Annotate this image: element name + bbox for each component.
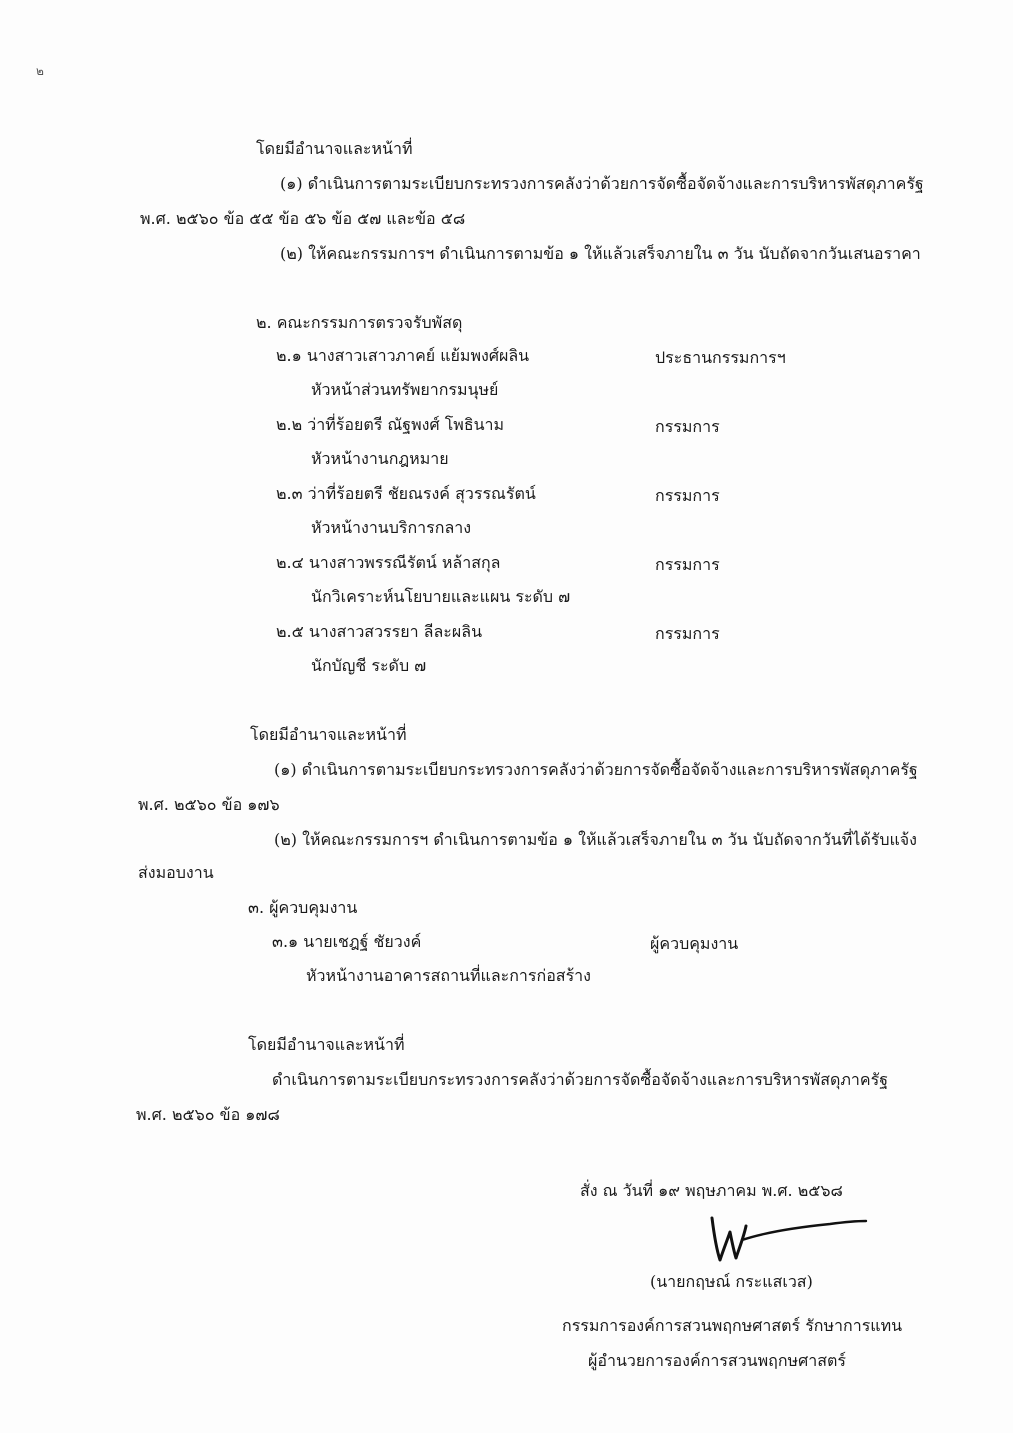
member-2-5-name: ๒.๕ นางสาวสวรรยา ลีละผลิน: [276, 622, 482, 641]
member-2-2-position: หัวหน้างานกฎหมาย: [311, 449, 449, 468]
signer-title-line-2: ผู้อำนวยการองค์การสวนพฤกษศาสตร์: [588, 1351, 846, 1370]
signer-title-line-1: กรรมการองค์การสวนพฤกษศาสตร์ รักษาการแทน: [562, 1316, 903, 1335]
duty-2-2-line-2: ส่งมอบงาน: [138, 863, 214, 882]
duty-3-line-2: พ.ศ. ๒๕๖๐ ข้อ ๑๗๘: [136, 1105, 280, 1124]
duties-heading-3: โดยมีอำนาจและหน้าที่: [248, 1035, 405, 1054]
member-3-1-name: ๓.๑ นายเชฎฐ์ ชัยวงค์: [272, 932, 422, 951]
section-3-heading: ๓. ผู้ควบคุมงาน: [248, 898, 358, 917]
duties-heading-1: โดยมีอำนาจและหน้าที่: [256, 139, 413, 158]
duties-heading-2: โดยมีอำนาจและหน้าที่: [250, 725, 407, 744]
member-2-1-position: หัวหน้าส่วนทรัพยากรมนุษย์: [311, 380, 499, 399]
member-2-3-role: กรรมการ: [655, 486, 720, 505]
member-2-4-position: นักวิเคราะห์นโยบายและแผน ระดับ ๗: [311, 587, 571, 606]
duty-2-1-line-2: พ.ศ. ๒๕๖๐ ข้อ ๑๗๖: [138, 795, 280, 814]
duty-1-1-line-2: พ.ศ. ๒๕๖๐ ข้อ ๕๕ ข้อ ๕๖ ข้อ ๕๗ และข้อ ๕๘: [140, 209, 466, 228]
member-2-2-role: กรรมการ: [655, 417, 720, 436]
duty-2-1-line-1: (๑) ดำเนินการตามระเบียบกระทรวงการคลังว่าด้วยการจัดซื้อจัดจ้างและการบริหารพัสดุภาครัฐ: [274, 760, 918, 779]
member-3-1-position: หัวหน้างานอาคารสถานที่และการก่อสร้าง: [306, 966, 591, 985]
member-2-1-name: ๒.๑ นางสาวเสาวภาคย์ แย้มพงศ์ผลิน: [276, 346, 530, 365]
duty-3-line-1: ดำเนินการตามระเบียบกระทรวงการคลังว่าด้วยการจัดซื้อจัดจ้างและการบริหารพัสดุภาครัฐ: [272, 1070, 889, 1089]
duty-1-2: (๒) ให้คณะกรรมการฯ ดำเนินการตามข้อ ๑ ให้แล้วเสร็จภายใน ๓ วัน นับถัดจากวันเสนอราคา: [280, 244, 921, 263]
member-2-3-position: หัวหน้างานบริการกลาง: [311, 518, 472, 537]
member-2-4-role: กรรมการ: [655, 555, 720, 574]
order-date: สั่ง ณ วันที่ ๑๙ พฤษภาคม พ.ศ. ๒๕๖๘: [580, 1181, 843, 1200]
signature-icon: [700, 1208, 870, 1270]
member-2-4-name: ๒.๔ นางสาวพรรณีรัตน์ หล้าสกุล: [276, 553, 501, 572]
member-2-3-name: ๒.๓ ว่าที่ร้อยตรี ชัยณรงค์ สุวรรณรัตน์: [276, 484, 536, 503]
member-2-5-role: กรรมการ: [655, 624, 720, 643]
member-2-2-name: ๒.๒ ว่าที่ร้อยตรี ณัฐพงศ์ โพธินาม: [276, 415, 505, 434]
duty-2-2-line-1: (๒) ให้คณะกรรมการฯ ดำเนินการตามข้อ ๑ ให้แล้วเสร็จภายใน ๓ วัน นับถัดจากวันที่ได้รับแจ้ง: [274, 830, 917, 849]
member-2-1-role: ประธานกรรมการฯ: [655, 348, 786, 367]
section-2-heading: ๒. คณะกรรมการตรวจรับพัสดุ: [256, 313, 463, 332]
signer-name: (นายกฤษณ์ กระแสเวส): [650, 1272, 813, 1291]
member-2-5-position: นักบัญชี ระดับ ๗: [311, 656, 427, 675]
duty-1-1-line-1: (๑) ดำเนินการตามระเบียบกระทรวงการคลังว่าด้วยการจัดซื้อจัดจ้างและการบริหารพัสดุภาครัฐ: [280, 174, 924, 193]
member-3-1-role: ผู้ควบคุมงาน: [650, 934, 739, 953]
page-mark: ๒: [36, 64, 44, 78]
